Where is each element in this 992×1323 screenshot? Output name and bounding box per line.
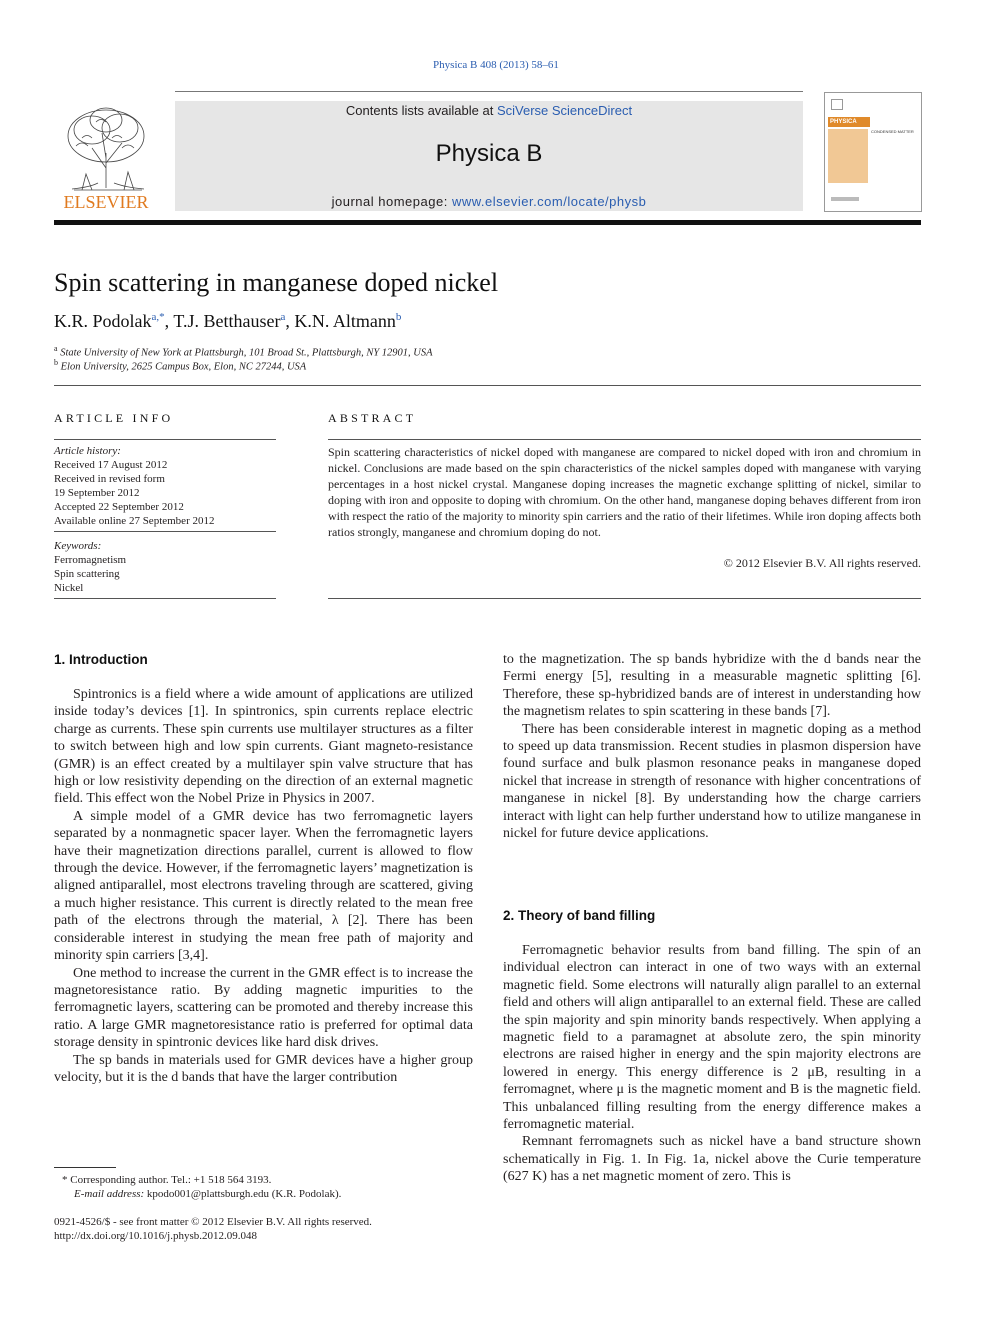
right-column-bottom [503, 942, 921, 1186]
author-list: K.R. Podolak$^{a,*}$, T.J. Betthauser$^a$, K.N. Altmann$^b$ [54, 311, 402, 331]
header-top-rule [175, 91, 803, 92]
sciencedirect-link[interactable]: SciVerse ScienceDirect [496, 103, 633, 118]
keywords-block [54, 539, 276, 595]
paragraph: Remnant ferromagnets such as nickel have a band structure shown schematically in Fig. 1. In Fig. 1a, nickel above the Curie temperature (627 K) has a net magnetic moment of zero. This is [503, 1134, 921, 1185]
affiliation-b [54, 358, 306, 373]
paragraph: Ferromagnetic behavior results from band filling. The spin of an individual electron can interact in one of two ways with an external magnetic field. Some electrons will naturally align parallel to an external field and others will align antiparallel to an external field. These are called the spin majority and spin minority bands respectively. When applying a magnetic field to a paramagnet at absolute zero, the spin minority electrons are raised higher in energy and the spin majority electrons are lowered in energy. This energy difference is 2 μB, resulting in a ferromagnet, where μ is the magnetic moment and B is the magnetic field. This unbalanced filling resulting from the energy difference makes a ferromagnetic material. [503, 943, 921, 1133]
author-name: K.R. Podolak [54, 311, 152, 331]
history-item: Available online 27 September 2012 [54, 515, 215, 527]
email-note [74, 1188, 341, 1200]
left-column [54, 686, 473, 1086]
keywords-rule [54, 531, 276, 532]
homepage-link[interactable]: www.elsevier.com/locate/physb [451, 194, 647, 209]
affiliation-text: State University of New York at Plattsburgh, 101 Broad St., Plattsburgh, NY 12901, USA [60, 347, 433, 359]
paragraph: One method to increase the current in the GMR effect is to increase the magnetoresistance ratio. By adding magnetic impurities to the ferromagnetic layers, scattering can be promoted and thereby increase this ratio. A large GMR magnetoresistance ratio is preferred for optimal data storage density in spintronic devices like hard disk drives. [54, 965, 473, 1051]
author-affiliation-mark[interactable]: a [280, 311, 286, 323]
elsevier-tree-icon [52, 98, 160, 212]
paragraph: A simple model of a GMR device has two ferromagnetic layers separated by a nonmagnetic spacer layer. When the ferromagnetic layers have their magnetization directions parallel, current is allowed to flow through the device. However, if the ferromagnetic layers’ magnetization is aligned antiparallel, most electrons traveling through are scattered, giving a much higher resistance. This current is directly related to the mean free path of the electrons through the material, λ [2]. There has been considerable interest in studying the mean free path of majority and minority spin carriers [3,4]. [54, 808, 473, 964]
author-affiliation-mark[interactable]: b [395, 311, 402, 323]
article-history [54, 444, 276, 528]
section-2-heading: 2. Theory of band filling [503, 908, 656, 923]
homepage-prefix: journal homepage: [331, 194, 452, 209]
elsevier-wordmark: ELSEVIER [63, 192, 149, 212]
abstract-heading: ABSTRACT [328, 411, 417, 425]
section-1-heading: 1. Introduction [54, 652, 148, 667]
article-info-heading: ARTICLE INFO [54, 411, 174, 425]
keyword: Nickel [54, 582, 84, 594]
abstract-copyright: © 2012 Elsevier B.V. All rights reserved. [723, 556, 921, 570]
abstract-text: Spin scattering characteristics of nickel doped with manganese are compared to nickel doped with iron and chromium in nickel. Conclusions are made based on the spin characteristics of the nickel samples doped with manganese with varying percentages in a host nickel crystal. Manganese doping increases the magnetic exchange splitting of nickel, similar to doping with iron and opposite to doping with chromium. On the other hand, manganese doping behaves different from iron with respect the ratio of the majority to minority spin carriers and the ratio of their lifetimes. While iron doping affects both ratios strongly, manganese and chromium doping do not. [328, 445, 921, 539]
cover-orange-panel [828, 129, 868, 183]
journal-homepage-line [175, 194, 803, 209]
affiliation-a [54, 344, 433, 359]
history-item: 19 September 2012 [54, 487, 140, 499]
cover-publisher-mark [831, 197, 859, 201]
author-name: T.J. Betthauser [173, 311, 281, 331]
journal-title: Physica B [435, 140, 543, 167]
email-address[interactable]: kpodo001@plattsburgh.edu (K.R. Podolak). [146, 1188, 342, 1200]
cover-title: PHYSICA [828, 117, 870, 127]
contents-prefix: Contents lists available at [345, 103, 497, 118]
elsevier-logo [52, 98, 160, 212]
history-item: Received in revised form [54, 473, 165, 485]
right-column-top [503, 651, 921, 842]
paragraph: The sp bands in materials used for GMR devices have a higher group velocity, but it is the d bands that have the larger contribution [54, 1052, 473, 1085]
header-thick-rule [54, 220, 921, 225]
paragraph: There has been considerable interest in magnetic doping as a method to speed up data transmission. Recent studies in plasmon dispersion have found surface and bulk plasmon resonance peaks in manganese doped nickel that increase in strength of resonance with higher concentrations of manganese in nickel [8]. By understanding how the charge carriers interact with light can help further understand how to utilize manganese in nickel for future device applications. [503, 721, 921, 842]
keywords-label: Keywords: [54, 540, 102, 552]
affiliation-text: Elon University, 2625 Campus Box, Elon, NC 27244, USA [60, 361, 307, 373]
author-name: K.N. Altmann [294, 311, 396, 331]
corresponding-author-note: * Corresponding author. Tel.: +1 518 564 3193. [62, 1174, 272, 1186]
history-item: Received 17 August 2012 [54, 459, 168, 471]
history-item: Accepted 22 September 2012 [54, 501, 184, 513]
contents-line [175, 103, 803, 118]
abstract-rule [328, 439, 921, 440]
email-label: E-mail address: [74, 1188, 147, 1200]
abstract-bottom-rule [328, 598, 921, 599]
doi-link[interactable]: http://dx.doi.org/10.1016/j.physb.2012.09.048 [54, 1230, 258, 1242]
title-divider [54, 385, 921, 386]
keyword: Ferromagnetism [54, 554, 127, 566]
cover-corner-icon [831, 99, 843, 110]
issn-line: 0921-4526/$ - see front matter © 2012 Elsevier B.V. All rights reserved. [54, 1216, 372, 1228]
article-info-bottom-rule [54, 598, 276, 599]
affiliation-mark: a [54, 344, 58, 353]
journal-citation[interactable]: Physica B 408 (2013) 58–61 [433, 59, 559, 71]
history-label: Article history: [54, 445, 121, 457]
footnote-rule [54, 1167, 116, 1168]
keyword: Spin scattering [54, 568, 120, 580]
article-info-rule [54, 439, 276, 440]
paper-title: Spin scattering in manganese doped nickel [54, 268, 499, 297]
affiliation-mark: b [54, 358, 58, 367]
cover-subtitle: CONDENSED MATTER [871, 129, 914, 134]
paragraph: to the magnetization. The sp bands hybridize with the d bands near the Fermi energy [5], resulting in a measurable magnetic splitting [6]. Therefore, these sp-hybridized bands are of interest in understanding how the magnetism relates to spin scattering in these bands [7]. [503, 652, 921, 720]
paragraph: Spintronics is a field where a wide amount of applications are utilized inside today’s devices [1]. In spintronics, spin currents replace electric charge as currents. These spin currents use multilayer structures as a filter to switch between high and low spin currents. Giant magneto-resistance (GMR) is an effect created by a multilayer spin valve structure that has high or low resistivity depending on the direction of an external magnetic field. This effect won the Nobel Prize in Physics in 2007. [54, 687, 473, 807]
author-affiliation-mark[interactable]: a,* [151, 311, 165, 323]
journal-cover-thumbnail [824, 92, 922, 212]
